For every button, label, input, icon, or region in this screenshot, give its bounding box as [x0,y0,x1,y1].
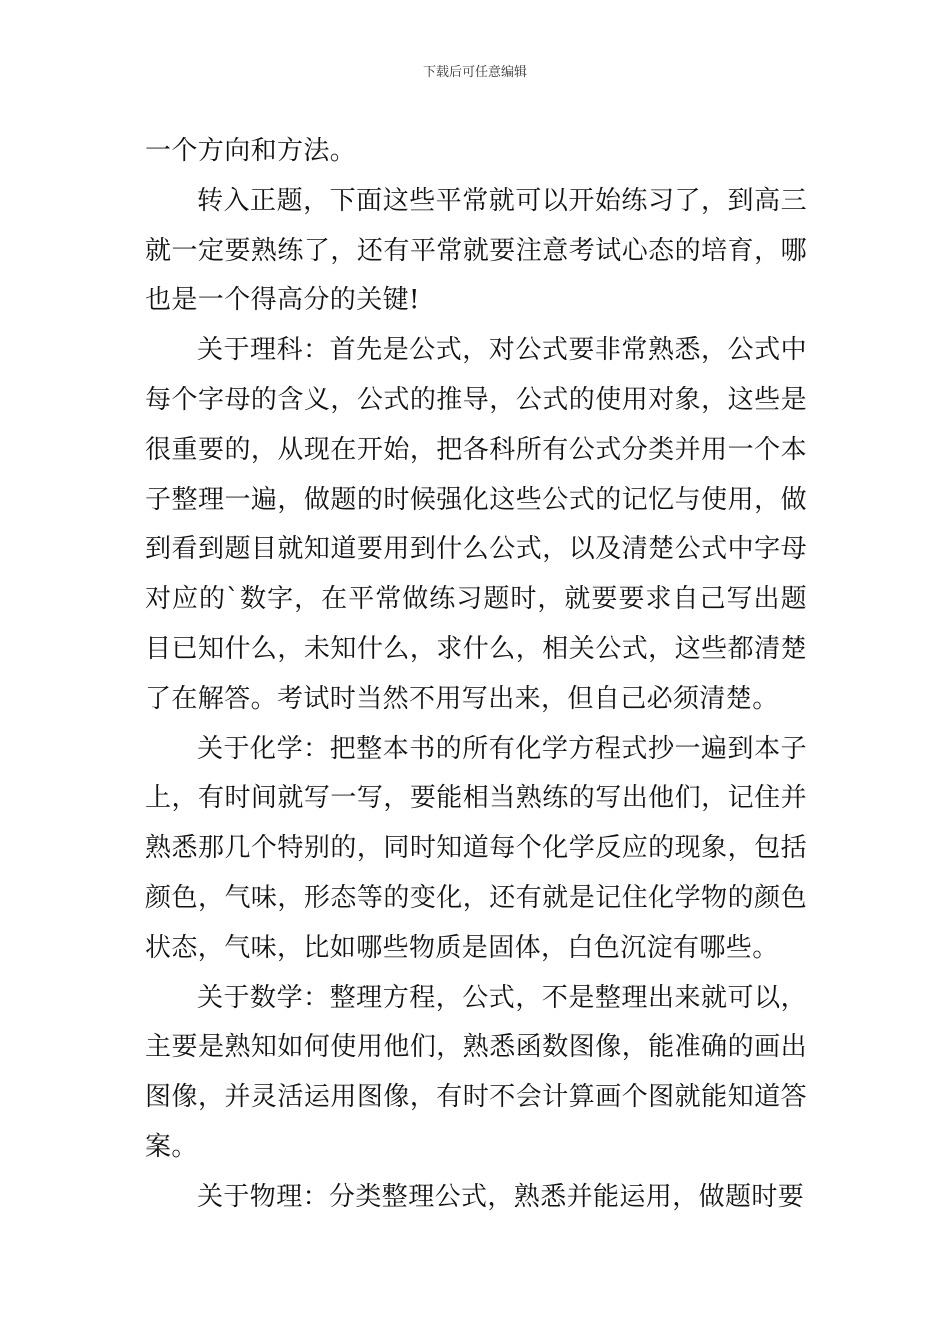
paragraph: 关于物理：分类整理公式，熟悉并能运用，做题时要 [197,1181,805,1212]
document-body [145,127,807,1223]
paragraph: 关于数学：整理方程，公式，不是整理出来就可以，主要是熟知如何使用他们，熟悉函数图像，能准确的画出图像，并灵活运用图像，有时不会计算画个图就能知道答案。 [145,982,807,1162]
paragraph: 转入正题，下面这些平常就可以开始练习了，到高三就一定要熟练了，还有平常就要注意考试心态的培育，哪也是一个得高分的关键! [145,185,807,316]
paragraph: 关于理科：首先是公式，对公式要非常熟悉，公式中每个字母的含义，公式的推导，公式的使用对象，这些是很重要的，从现在开始，把各科所有公式分类并用一个本子整理一遍，做题的时候强化这些公式的记忆与使用，做到看到题目就知道要用到什么公式，以及清楚公式中字母对应的`数字，在平常做练习题时，就要要求自己写出题目已知什么，未知什么，求什么，相关公式，这些都清楚了在解答。考试时当然不用写出来，但自己必须清楚。 [145,335,807,714]
page-header: 下载后可任意编辑 [422,65,527,80]
paragraph: 一个方向和方法。 [145,136,357,166]
paragraph: 关于化学：把整本书的所有化学方程式抄一遍到本子上，有时间就写一写，要能相当熟练的写出他们，记住并熟悉那几个特别的，同时知道每个化学反应的现象，包括颜色，气味，形态等的变化，还有就是记住化学物的颜色状态，气味，比如哪些物质是固体，白色沉淀有哪些。 [145,733,807,963]
